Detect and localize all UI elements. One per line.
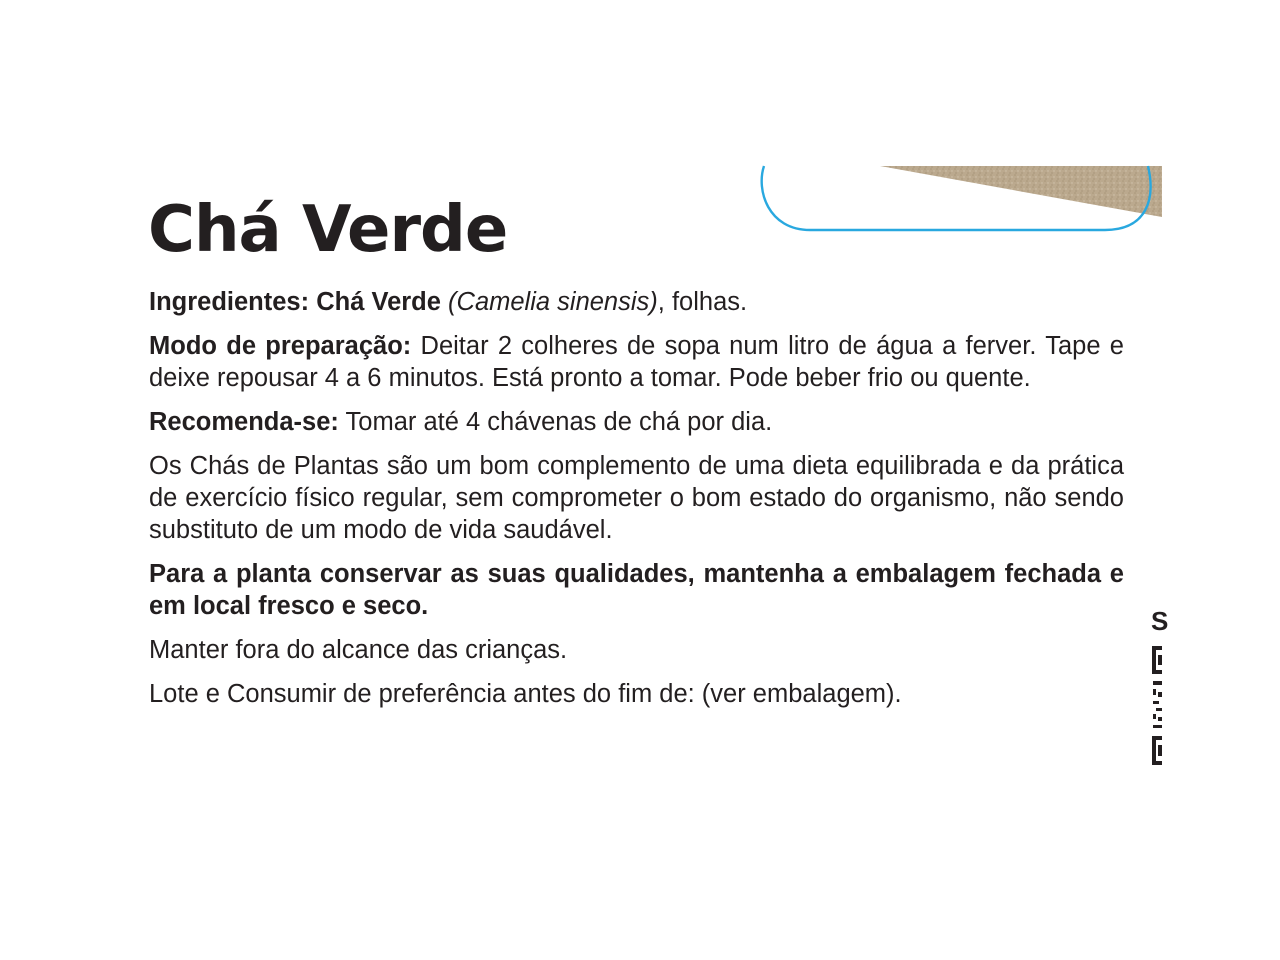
ingredients-paragraph [149,286,1124,318]
ingredient-name: Chá Verde [316,288,441,316]
preparation-text: Deitar 2 colheres de sopa num litro de água a ferver. Tape e deixe repousar 4 a 6 minutos. Está pronto a tomar. Pode beber frio ou quente. [149,332,1124,392]
recommendation-label: Recomenda-se: [149,408,339,436]
recommendation-paragraph [149,406,1124,438]
kraft-paper-corner [880,166,1162,217]
recommendation-text: Tomar até 4 chávenas de chá por dia. [345,408,773,436]
ingredient-latin-name: (Camelia sinensis) [448,288,658,316]
edge-letter: S [1151,606,1169,636]
product-title: Chá Verde [148,193,508,267]
qr-code-icon [1151,645,1162,768]
ingredients-label: Ingredientes: [149,288,310,316]
blue-frame-outline [762,166,1151,230]
storage-paragraph: Para a planta conservar as suas qualidades, mantenha a embalagem fechada e em local fresco e seco. [149,560,1124,620]
label-body [149,286,1124,722]
preparation-paragraph [149,330,1124,394]
ingredient-suffix: , folhas. [657,288,748,316]
lot-paragraph: Lote e Consumir de preferência antes do fim de: (ver embalagem). [149,680,902,708]
complement-paragraph: Os Chás de Plantas são um bom complemento de uma dieta equilibrada e da prática de exercício físico regular, sem comprometer o bom estado do organismo, não sendo substituto de um modo de vida saudável. [149,452,1124,544]
preparation-label: Modo de preparação: [149,332,412,360]
children-warning: Manter fora do alcance das crianças. [149,636,568,664]
